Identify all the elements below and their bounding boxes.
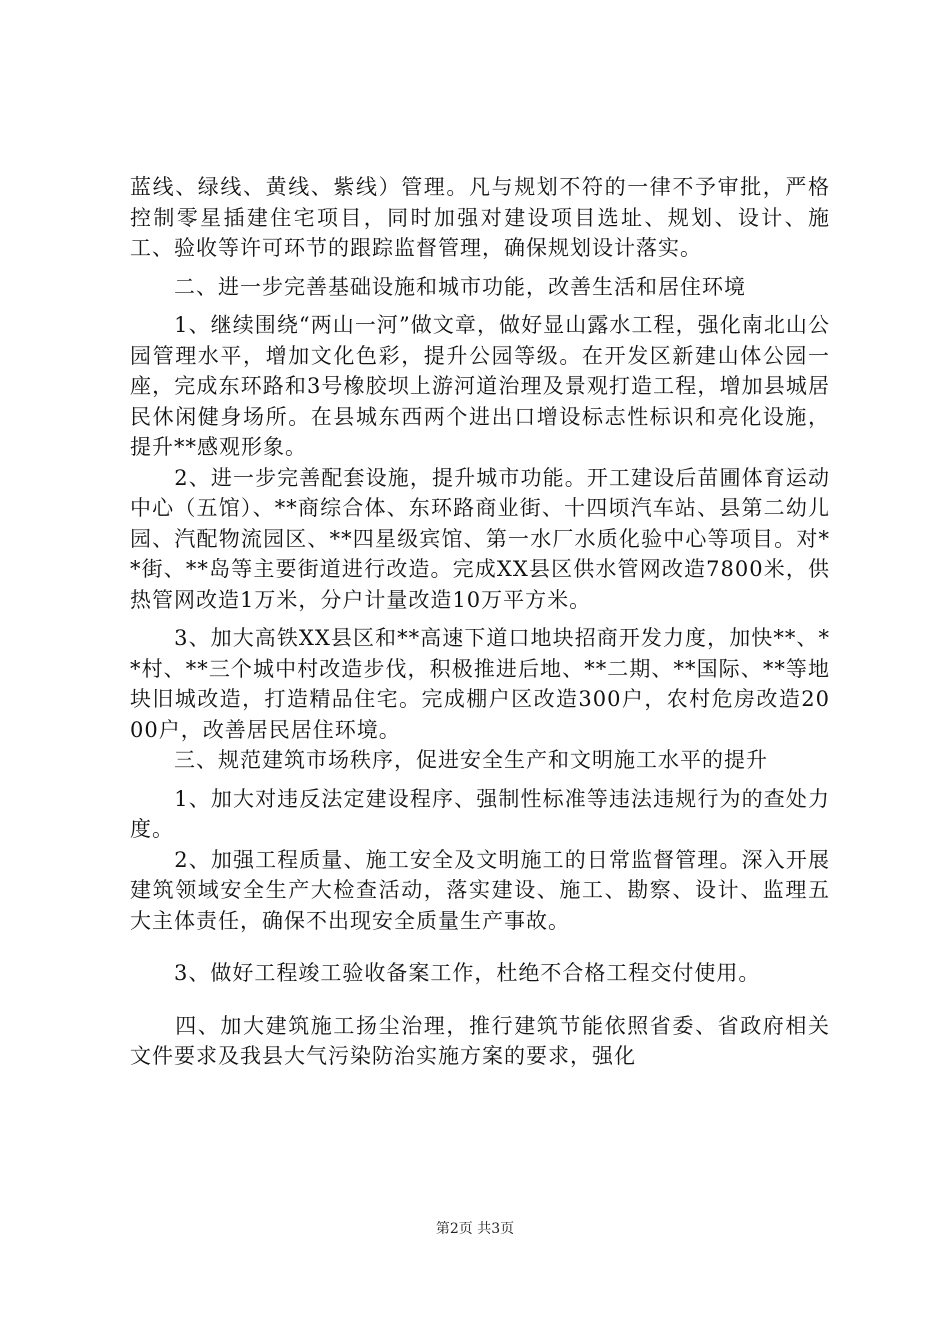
page-number-footer: 第2页 共3页: [435, 1221, 515, 1237]
paragraph-item-1-parks: 1、继续围绕“两山一河”做文章，做好显山露水工程，强化南北山公园管理水平，增加文化色彩，提升公园等级。在开发区新建山体公园一座，完成东环路和3号橡胶坝上游河道治理及景观打造工程，增加县城居民休闲健身场所。在县城东西两个进出口增设标志性标识和亮化设施，提升**感观形象。: [130, 313, 830, 459]
heading-construction-market: 三、规范建筑市场秩序，促进安全生产和文明施工水平的提升: [130, 748, 768, 772]
heading-dust-control: 四、加大建筑施工扬尘治理，推行建筑节能依照省委、省政府相关文件要求及我县大气污染防治实施方案的要求，强化: [130, 1013, 830, 1068]
paragraph-item-3-development: 3、加大高铁XX县区和**高速下道口地块招商开发力度，加快**、**村、**三个城中村改造步伐，积极推进后地、**二期、**国际、**等地块旧城改造，打造精品住宅。完成棚户区改造300户，农村危房改造2000户，改善居民居住环境。: [130, 626, 830, 742]
heading-infrastructure: 二、进一步完善基础设施和城市功能，改善生活和居住环境: [130, 274, 746, 299]
document-body: [130, 172, 830, 1072]
paragraph-item-3-acceptance: 3、做好工程竣工验收备案工作，杜绝不合格工程交付使用。: [130, 961, 761, 985]
paragraph-item-2-quality: 2、加强工程质量、施工安全及文明施工的日常监督管理。深入开展建筑领域安全生产大检查活动，落实建设、施工、勘察、设计、监理五大主体责任，确保不出现安全质量生产事故。: [130, 847, 830, 933]
paragraph-item-2-facilities: 2、进一步完善配套设施，提升城市功能。开工建设后苗圃体育运动中心（五馆）、**商综合体、东环路商业街、十四顷汽车站、县第二幼儿园、汽配物流园区、**四星级宾馆、第一水厂水质化验中心等项目。对**街、**岛等主要街道进行改造。完成XX县区供水管网改造7800米，供热管网改造1万米，分户计量改造10万平方米。: [130, 465, 830, 612]
paragraph-planning-management: 蓝线、绿线、黄线、紫线）管理。凡与规划不符的一律不予审批，严格控制零星插建住宅项目，同时加强对建设项目选址、规划、设计、施工、验收等许可环节的跟踪监督管理，确保规划设计落实。: [130, 175, 830, 260]
paragraph-item-1-violations: 1、加大对违反法定建设程序、强制性标准等违法违规行为的查处力度。: [130, 786, 830, 841]
